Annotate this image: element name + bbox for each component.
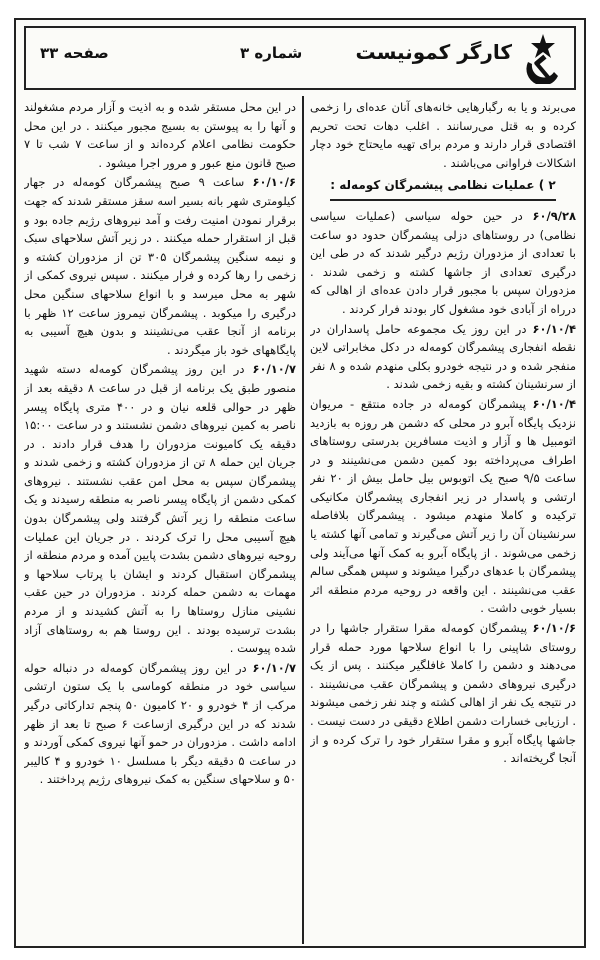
report-entry <box>24 360 296 658</box>
report-entry <box>24 173 296 359</box>
entry-date: ۶۰/۱۰/۴ <box>532 396 576 411</box>
section-heading-underline <box>330 199 556 201</box>
report-entry <box>310 395 576 618</box>
left-column <box>24 98 296 944</box>
masthead <box>24 26 576 90</box>
entry-text: پیشمرگان کومه‌له در جاده منتقع - مریوان نزدیک پایگاه آبرو در محلی که دشمن هر روزه به بازدید اتومبیل ها و آزار و اذیت مسافرین بدرستی روستاهای اطراف می‌پرداخته بود کمین دشمن می‌نشینند و در ساعت ۹/۵ صبح یک اتوبوس بیل حامل بیش از ۲۰ نفر ارتشی و پاسدار در زیر انفجاری پیشمرگان مکانیکی ترکیده و کاملا منهدم میشود . پیشمرگان بلافاصله سرنشینان آن را زیر آتش می‌گیرند و تمامی آنها کشته یا زخمی می‌شوند . از پایگاه آبرو به کمک آنها می‌آیند ولی پیشمرگان با عدهای درگیرا میشوند و سپس همگی سالم عقب می‌نشینند . این واقعه در روحیه مردم منطقه اثر بسیار خوبی داشت . <box>310 396 576 616</box>
entry-text: در این روز یک مجموعه حامل پاسداران در نقطه انفجاری پیشمرگان کومه‌له در دکل مخابراتی لاین منفجر شده و در نتیجه خودرو بکلی منهدم شده و ۸ نفر از سرنشینان کشته و بقیه زخمی شدند . <box>310 321 576 392</box>
entry-date: ۶۰/۹/۲۸ <box>532 208 576 223</box>
entry-date: ۶۰/۱۰/۶ <box>252 175 296 190</box>
issue-number: شماره ۳ <box>240 44 303 62</box>
newspaper-page <box>14 18 586 948</box>
entry-text: در این روز پیشمرگان کومه‌له در دنباله حوله سیاسی خود در منطقه کوماسی با یک ستون ارتشی مرکب از ۴ خودرو و ۲۰ کامیون ۵۰ پنجم تدارکاتی درگیر شدند که در این درگیری ازساعت ۶ صبح تا بعد از ظهر ادامه داشت . مزدوران در حمو آنها نیروی کمکی آوردند و در ساعت ۵ دقیقه دیگر با مسلسل ۱۰ خودرو و ۴ کالیبر ۵۰ و سلاحهای سنگین به کمک نیروهای رژیم پرداختند . <box>24 660 296 787</box>
entry-date: ۶۰/۱۰/۶ <box>532 621 576 636</box>
report-entry <box>310 207 576 319</box>
left-column-intro: در این محل مستقر شده و به اذیت و آزار مردم مشغولند و آنها را به پیوستن به بسیج مجبور میکنند . در این محل حکومت نظامی اعلام کرده‌اند و از ساعت ۷ شب تا ۷ صبح قانون منع عبور و مرور اجرا میشود . <box>24 100 296 170</box>
entry-date: ۶۰/۱۰/۷ <box>252 362 296 377</box>
newspaper-title: کارگر کمونیست <box>355 40 512 64</box>
entry-text: در حین حوله سیاسی (عملیات سیاسی نظامی) در روستاهای دزلی پیشمرگان حدود دو ساعت با تعدادی از مزدوران رژیم درگیر شدند که در طی این درگیری تعدادی از جاشها کشته و زخمی شدند . مزدوران سپس با مجبور قرار دادن عده‌ای از اهالی که درراه از آبادی خود مشغول کار بودند فرار کردند . <box>310 208 576 316</box>
entry-text: ساعت ۹ صبح پیشمرگان کومه‌له در جهار کیلومتری شهر بانه بسیر اسه سقز مستقر شدند که جهت برقرار نمودن امنیت رفت و آمد نیروهای رژیم جاده بود و قبل از استقرار حمله میکنند . در زیر آتش سلاحهای سبک و نیمه سنگین پیشمرگان ۳۰۵ تن از مزدوران کشته و زخمی را رها کرده و فرار میکنند . سپس نیروی کمکی از شهر به محل میرسد و با انواع سلاحهای سنگین محل درگیری را میکوبد . پیشمرگان نیمروز ساعت ۱۲ ظهر با برنامه از آنجا عقب می‌نشینند و بدون هیچ آسیبی به پایگاههای خود باز میگردند . <box>24 175 296 357</box>
report-entry <box>310 320 576 394</box>
entry-text: در این روز پیشمرگان کومه‌له دسته شهید منصور طبق یک برنامه از قبل در ساعت ۸ دقیقه بعد از ظهر در حوالی قلعه نیان و در ۴۰۰ متری پایگاه پیسر ناصر به کمین نیروهای دشمن نشستند و در ساعت ۱۵:۰۰ دقیقه یک کامیونت مزدوران را هدف قرار دادند . در جریان این حمله ۸ تن از مزدوران کشته و زخمی شدند و پیشمرگان سپس به محل امن عقب نشستند . نیروهای کمکی دشمن از پایگاه پیسر ناصر به منطقه رسیدند و یک ساعت منطقه را زیر آتش گرفتند ولی پیشمرگان بدون هیچ آسیبی محل را ترک کردند . در جریان این عملیات روحیه نیروهای دشمن بشدت پایین آمده و مردم منطقه از پیشمرگان استقبال کردند و ایشان با پرتاب سلاحها و مهمات به دشمن حمله کردند . مزدوران در حین عقب نشینی منازل روستاها را به آتش کشیدند و از مردم بشدت ترسیده بودند . این روستا هم به روستاهای آزاد شده پیوست . <box>24 362 296 656</box>
entry-date: ۶۰/۱۰/۷ <box>252 660 296 675</box>
section-heading: ۲ ) عملیات نظامی پیشمرگان کومه‌له : <box>330 178 556 193</box>
entry-text: پیشمرگان کومه‌له مقرا ستقرار جاشها را در روستای شاپینی را با انواع سلاحها مورد حمله قرار می‌دهند و دشمن را کاملا غافلگیر میکنند . پس از یک درگیری نیروهای دشمن و پیشمرگان عقب می‌نشینند . در نتیجه یک نفر از اهالی کشته و چند نفر زخمی میشوند . ارزیابی خسارات دشمن اطلاع دقیقی در دست نیست . جاشها پایگاه آبرو و مقرا ستقرار خود را ترک کرده و از آنجا گریخته‌اند . <box>310 621 576 766</box>
page-number: صفحه ۳۳ <box>40 44 109 62</box>
right-column <box>310 98 576 944</box>
report-entry <box>24 659 296 789</box>
right-column-intro: می‌برند و یا به رگبارهایی خانه‌های آنان عده‌ای را زخمی کرده و به قتل می‌رسانند . اغلب دهات تحت تحریم اقتصادی قرار دارند و مردم برای تهیه مایحتاج خود دچار اشکالات فراوانی می‌باشند . <box>310 100 576 170</box>
hammer-sickle-star-logo <box>518 32 568 84</box>
column-divider <box>302 96 304 944</box>
report-entry <box>310 619 576 768</box>
entry-date: ۶۰/۱۰/۴ <box>532 321 576 336</box>
